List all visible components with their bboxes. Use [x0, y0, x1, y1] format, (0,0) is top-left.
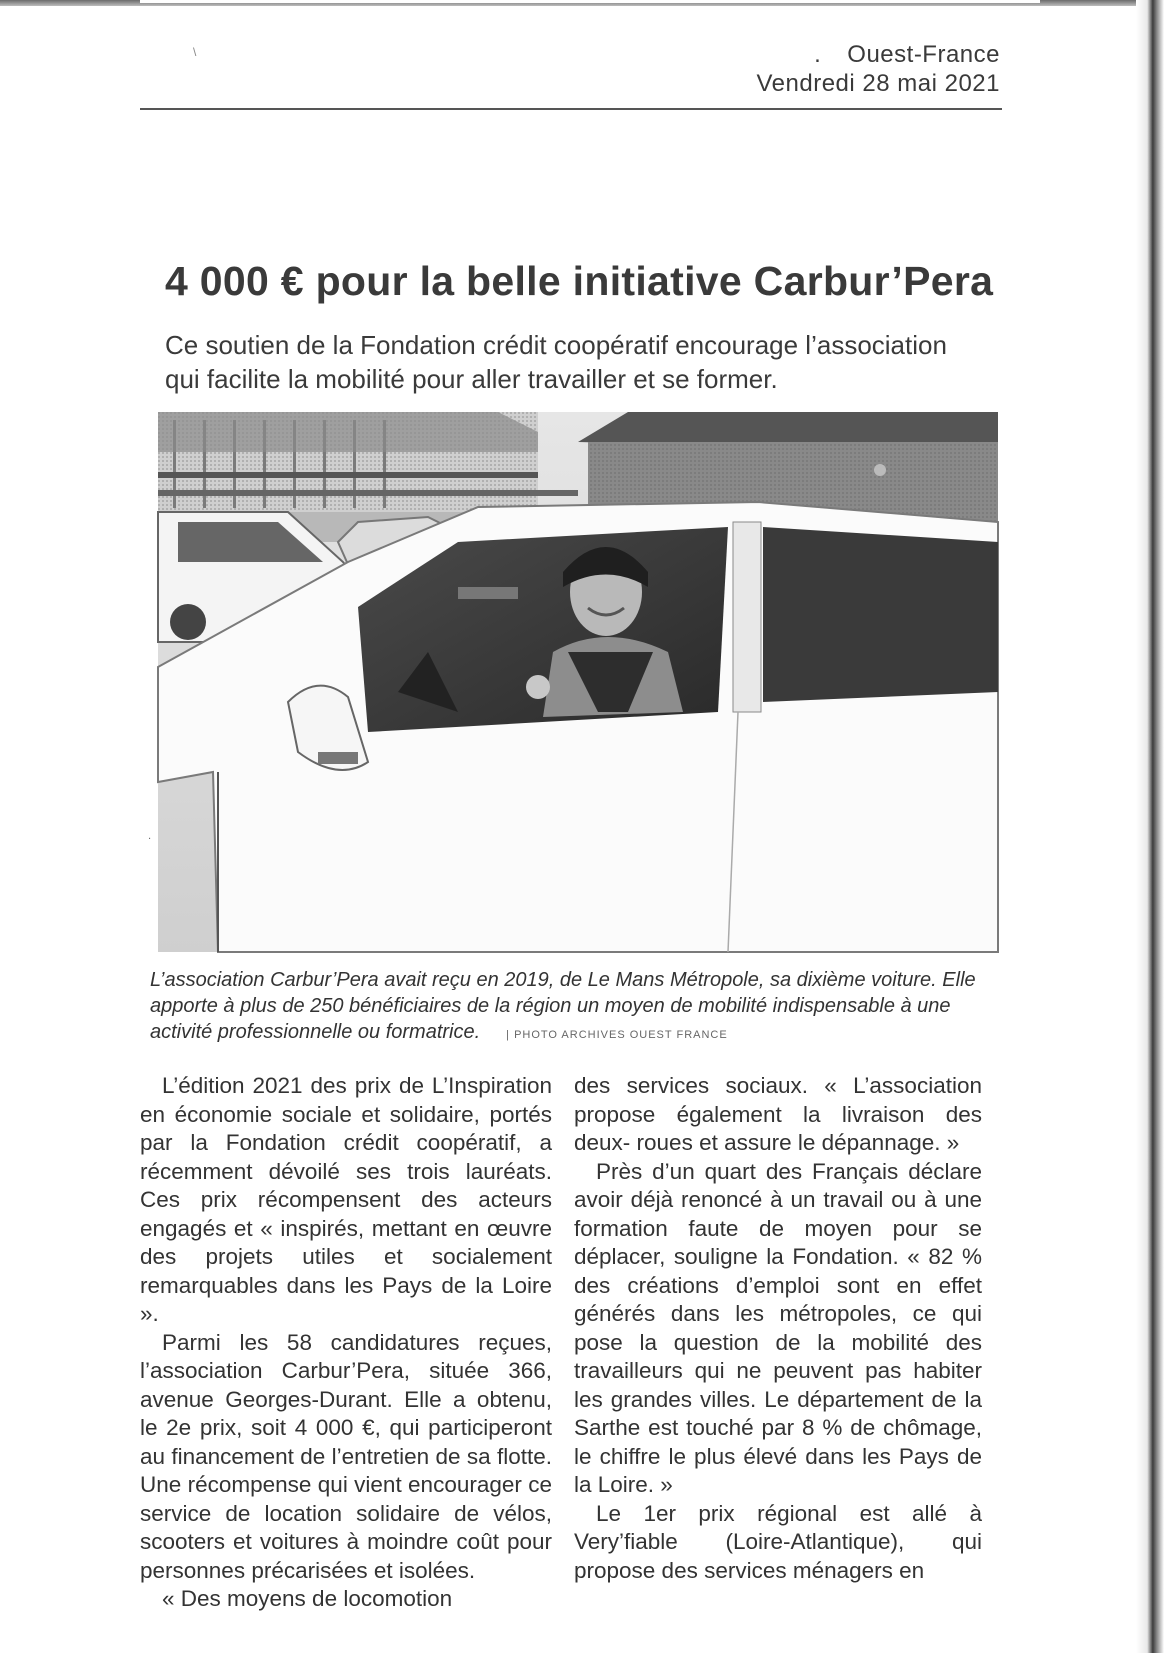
photo-illustration — [148, 412, 998, 952]
scan-edge-gap — [140, 0, 1040, 3]
masthead — [756, 40, 1000, 98]
publication-date: Vendredi 28 mai 2021 — [756, 70, 1000, 97]
paragraph: Parmi les 58 candidatures reçues, l’association Carbur’Pera, située 366, avenue Georges-Durant. Elle a obtenu, le 2e prix, soit 4 000 €, qui participeront au financement de l’entretien de sa flotte. Une récompense qui vient encourager ce service de location solidaire de vélos, scooters et voitures à moindre coût pour personnes précarisées et isolées. — [140, 1329, 552, 1583]
publication-label: Ouest-France — [847, 41, 1000, 68]
article-deck: Ce soutien de la Fondation crédit coopératif encourage l’association qui facilite la mobilité pour aller travailler et se former. — [165, 330, 947, 394]
article-photo — [148, 412, 998, 952]
paragraph: des services sociaux. « L’association propose également la livraison des deux- roues et assure le dépannage. » — [574, 1073, 982, 1155]
paragraph: « Des moyens de locomotion — [162, 1586, 453, 1611]
publication-name — [756, 40, 1000, 70]
article-headline: 4 000 € pour la belle initiative Carbur’Pera — [165, 258, 994, 304]
svg-text:·: · — [148, 834, 152, 845]
caption-text: L’association Carbur’Pera avait reçu en 2019, de Le Mans Métropole, sa dixième voiture. Elle apporte à plus de 250 bénéficiaires de la région un moyen de mobilité indispensable à une activité professionnelle ou formatrice. — [150, 969, 976, 1043]
article-column-left — [140, 1072, 552, 1652]
paragraph: Le 1er prix régional est allé à Very’fiable (Loire-Atlantique), qui propose des services ménagers en — [574, 1500, 982, 1583]
header-rule — [140, 108, 1002, 110]
scan-speck: \ — [193, 45, 197, 59]
scan-edge-right — [1136, 0, 1164, 1653]
photo-caption — [150, 967, 1000, 1048]
paragraph: L’édition 2021 des prix de L’Inspiration en économie sociale et solidaire, portés par la Fondation crédit coopératif, a récemment dévoilé ses trois lauréats. Ces prix récompensent des acteurs engagés et « inspirés, mettant en œuvre des projets utiles et socialement remarquables dans les Pays de la Loire ». — [140, 1073, 552, 1326]
article-column-right — [574, 1072, 982, 1652]
photo-credit: | PHOTO ARCHIVES OUEST FRANCE — [506, 1029, 728, 1041]
scan-dot: . — [814, 41, 822, 68]
paragraph: Près d’un quart des Français déclare avoir déjà renoncé à un travail ou à une formation faute de moyen pour se déplacer, souligne la Fondation. « 82 % des créations d’emploi sont en effet générés dans les métropoles, ce qui pose la question de la mobilité des travailleurs qui ne peuvent pas habiter les grandes villes. Le département de la Sarthe est touché par 8 % de chômage, le chiffre le plus élevé dans les Pays de la Loire. » — [574, 1158, 982, 1497]
